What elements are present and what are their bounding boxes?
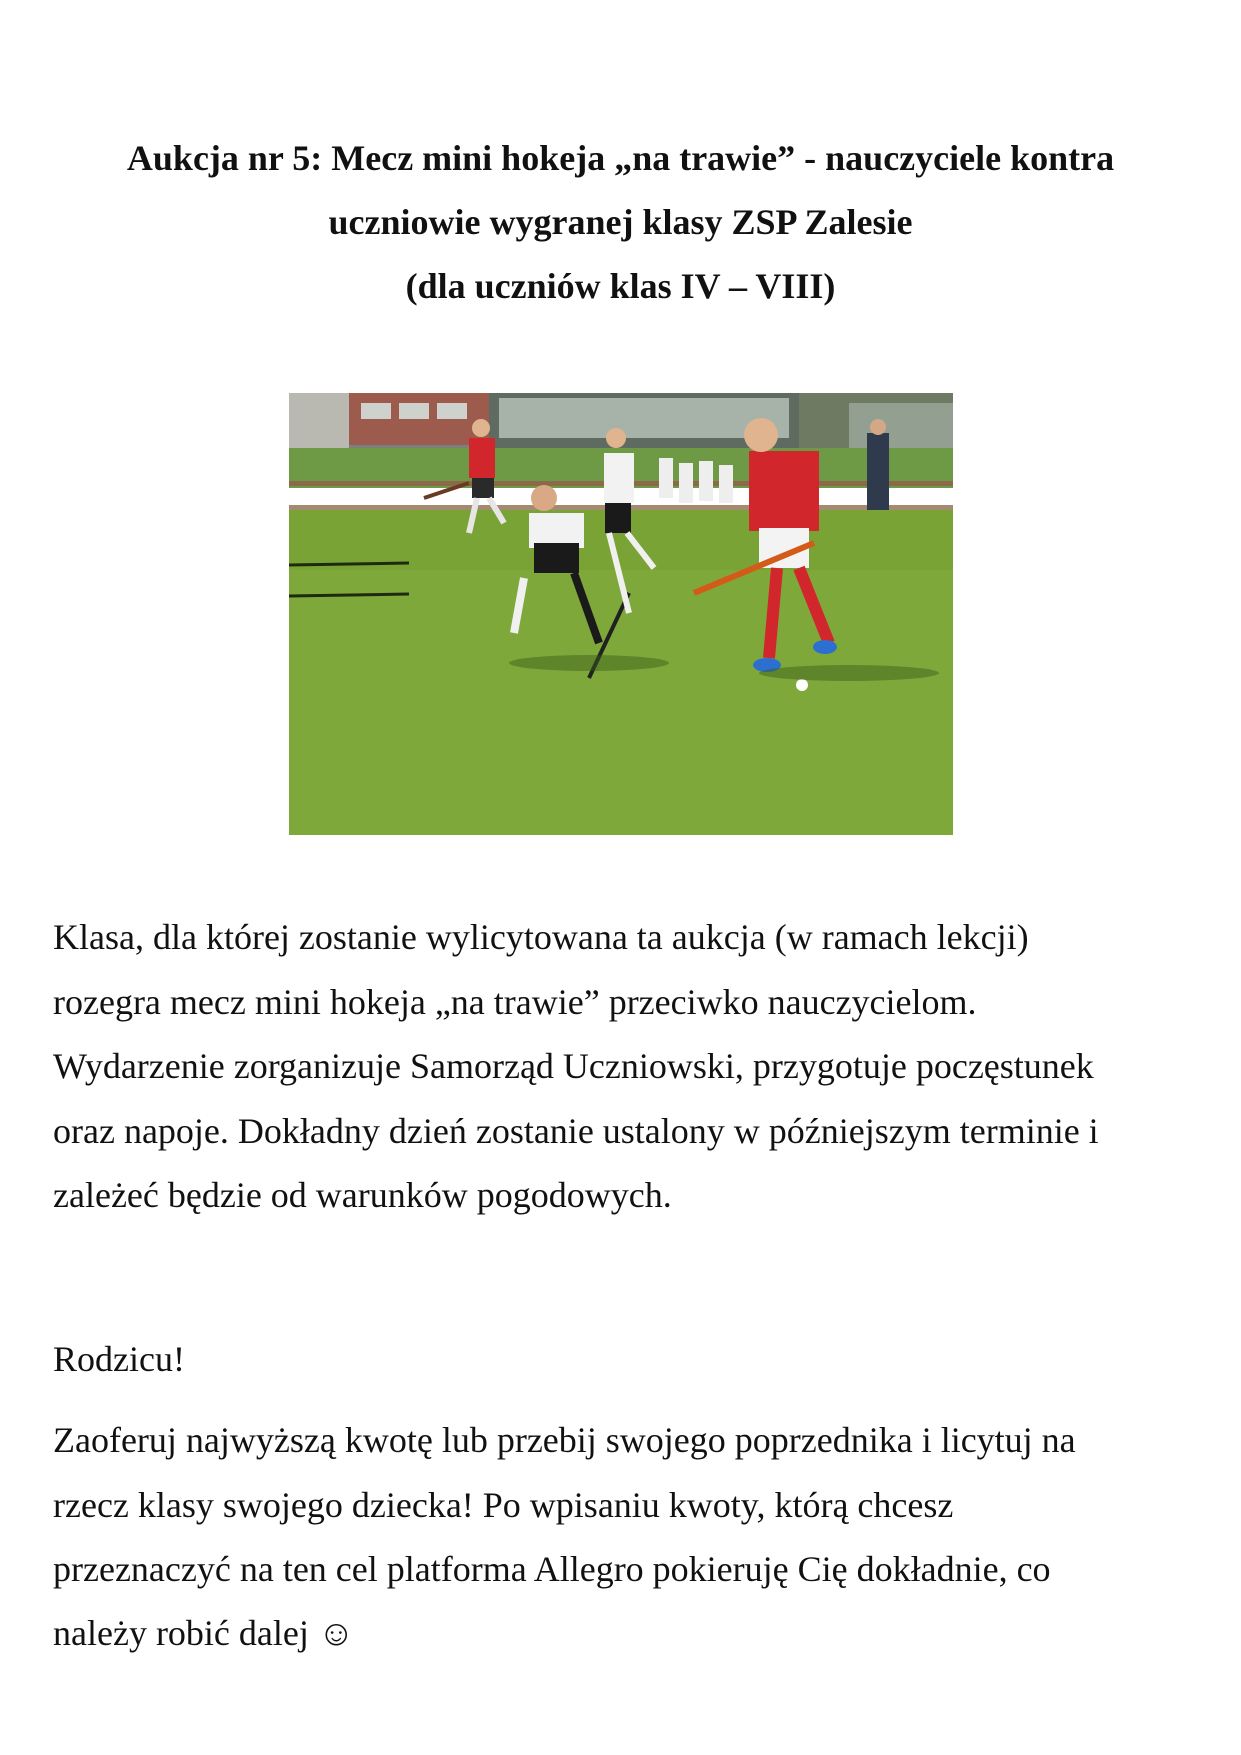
appeal-line-2: rzecz klasy swojego dziecka! Po wpisaniu kwoty, którą chcesz	[53, 1485, 954, 1525]
body-line-4: oraz napoje. Dokładny dzień zostanie ustalony w późniejszym terminie i	[53, 1111, 1099, 1151]
body-line-2: rozegra mecz mini hokeja „na trawie” przeciwko nauczycielom.	[53, 982, 977, 1022]
appeal-line-3: przeznaczyć na ten cel platforma Allegro pokieruję Cię dokładnie, co	[53, 1549, 1051, 1589]
title-line-3: (dla uczniów klas IV – VIII)	[405, 266, 836, 306]
appeal-line-1: Zaoferuj najwyższą kwotę lub przebij swojego poprzednika i licytuj na	[53, 1420, 1076, 1460]
body-line-5: zależeć będzie od warunków pogodowych.	[53, 1175, 672, 1215]
appeal-line-4: należy robić dalej ☺	[53, 1613, 355, 1653]
title-line-2: uczniowie wygranej klasy ZSP Zalesie	[328, 202, 913, 242]
body-line-1: Klasa, dla której zostanie wylicytowana ta aukcja (w ramach lekcji)	[53, 917, 1029, 957]
greeting: Rodzicu!	[53, 1339, 185, 1379]
title-line-1: Aukcja nr 5: Mecz mini hokeja „na trawie” - nauczyciele kontra	[126, 138, 1115, 178]
field-hockey-photo	[289, 393, 953, 835]
body-line-3: Wydarzenie zorganizuje Samorząd Uczniowski, przygotuje poczęstunek	[53, 1046, 1094, 1086]
